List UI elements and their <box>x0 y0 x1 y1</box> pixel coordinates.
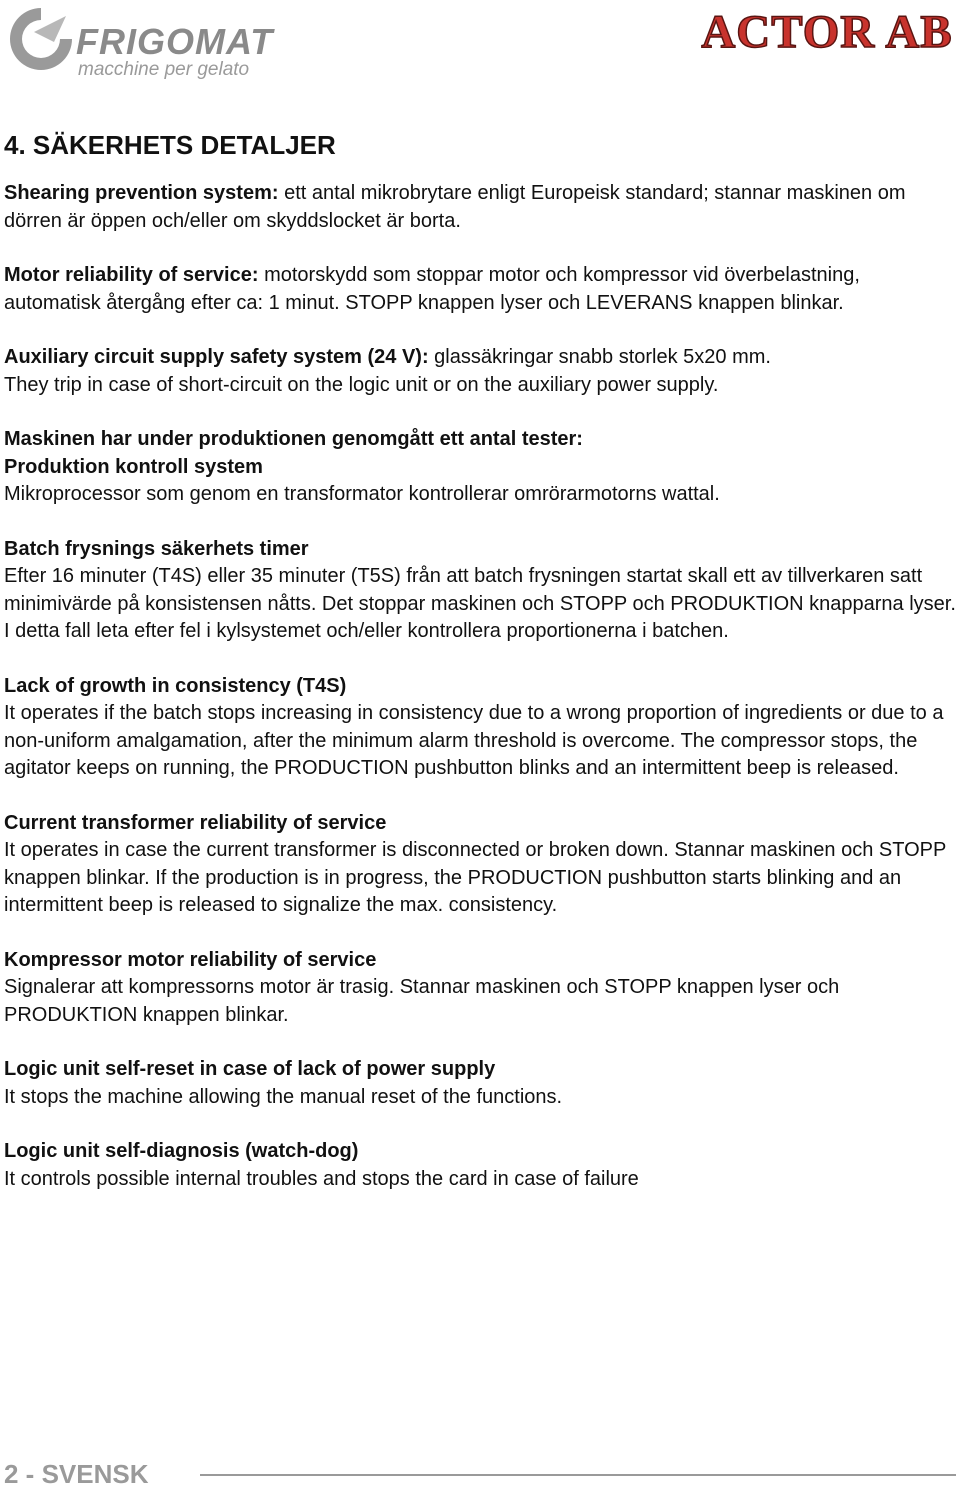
paragraph-heading: Current transformer reliability of service <box>4 811 387 834</box>
document-body <box>4 124 956 1193</box>
paragraph-heading: Batch frysnings säkerhets timer <box>4 537 309 560</box>
paragraph-heading: Maskinen har under produktionen genomgått ett antal tester: <box>4 428 583 450</box>
lack-of-growth-paragraph <box>4 673 956 783</box>
compressor-motor-paragraph <box>4 947 956 1030</box>
paragraph-heading: Lack of growth in consistency (T4S) <box>4 674 347 697</box>
frigomat-brand-name: FRIGOMAT <box>76 21 274 62</box>
paragraph-text: glassäkringar snabb storlek 5x20 mm. <box>428 346 771 368</box>
paragraph-text: It stops the machine allowing the manual reset of the functions. <box>4 1085 563 1108</box>
frigomat-logo <box>4 2 274 82</box>
current-transformer-paragraph <box>4 810 956 920</box>
actor-ab-logo-text: ACTOR AB <box>701 6 953 58</box>
shearing-prevention-paragraph <box>4 180 956 235</box>
paragraph-subheading: Produktion kontroll system <box>4 455 263 478</box>
page-number-label: 2 - SVENSK <box>4 1459 149 1489</box>
batch-timer-paragraph <box>4 536 956 646</box>
page-header <box>0 0 960 100</box>
paragraph-heading: Logic unit self-diagnosis (watch-dog) <box>4 1140 359 1162</box>
paragraph-text-line2: They trip in case of short-circuit on the logic unit or on the auxiliary power supply. <box>4 373 719 396</box>
auxiliary-circuit-paragraph <box>4 344 956 399</box>
production-tests-paragraph <box>4 426 956 509</box>
logic-self-diagnosis-paragraph <box>4 1138 956 1193</box>
paragraph-heading: Motor reliability of service: <box>4 264 259 286</box>
logic-self-reset-paragraph <box>4 1056 956 1111</box>
paragraph-text: It operates if the batch stops increasing in consistency due to a wrong proportion of ingredients or due to a non-uniform amalgamation, after the minimum alarm threshold is overcome. The compressor stops, the agitator keeps on running, the PRODUCTION pushbutton blinks and an intermittent beep is released. <box>4 702 944 779</box>
paragraph-text: ett antal mikrobrytare enligt Europeisk standard; stannar maskinen om dörren är öppen och/eller om skyddslocket är borta. <box>4 182 906 232</box>
paragraph-text: motorskydd som stoppar motor och kompressor vid överbelastning, automatisk återgång efter ca: 1 minut. STOPP knappen lyser och LEVERANS knappen blinkar. <box>4 264 860 314</box>
paragraph-text: Signalerar att kompressorns motor är trasig. Stannar maskinen och STOPP knappen lyser och PRODUKTION knappen blinkar. <box>4 976 840 1026</box>
footer-divider <box>200 1474 956 1476</box>
paragraph-text: It operates in case the current transformer is disconnected or broken down. Stannar maskinen och STOPP knappen blinkar. If the production is in progress, the PRODUCTION pushbutton starts blinking and an intermittent beep is released to signalize the max. consistency. <box>4 839 946 916</box>
paragraph-text: Efter 16 minuter (T4S) eller 35 minuter (T5S) från att batch frysningen startat skall ett av tillverkaren satt minimivärde på konsistensen nåtts. Det stoppar maskinen och STOPP och PRODUKTION knapparna lyser. I detta fall leta efter fel i kylsystemet och/eller kontrollera proportionerna i batchen. <box>4 565 956 642</box>
paragraph-heading: Auxiliary circuit supply safety system (24 V): <box>4 346 429 368</box>
frigomat-tagline: macchine per gelato <box>78 59 250 80</box>
paragraph-heading: Kompressor motor reliability of service <box>4 948 377 971</box>
section-title: 4. SÄKERHETS DETALJER <box>4 130 336 160</box>
actor-ab-logo <box>696 6 958 58</box>
paragraph-text: Mikroprocessor som genom en transformator kontrollerar omrörarmotorns wattal. <box>4 483 720 505</box>
paragraph-heading: Logic unit self-reset in case of lack of power supply <box>4 1058 496 1080</box>
paragraph-text: It controls possible internal troubles and stops the card in case of failure <box>4 1167 639 1190</box>
frigomat-swirl-icon <box>4 2 78 76</box>
motor-reliability-paragraph <box>4 262 956 317</box>
paragraph-heading: Shearing prevention system: <box>4 182 279 204</box>
